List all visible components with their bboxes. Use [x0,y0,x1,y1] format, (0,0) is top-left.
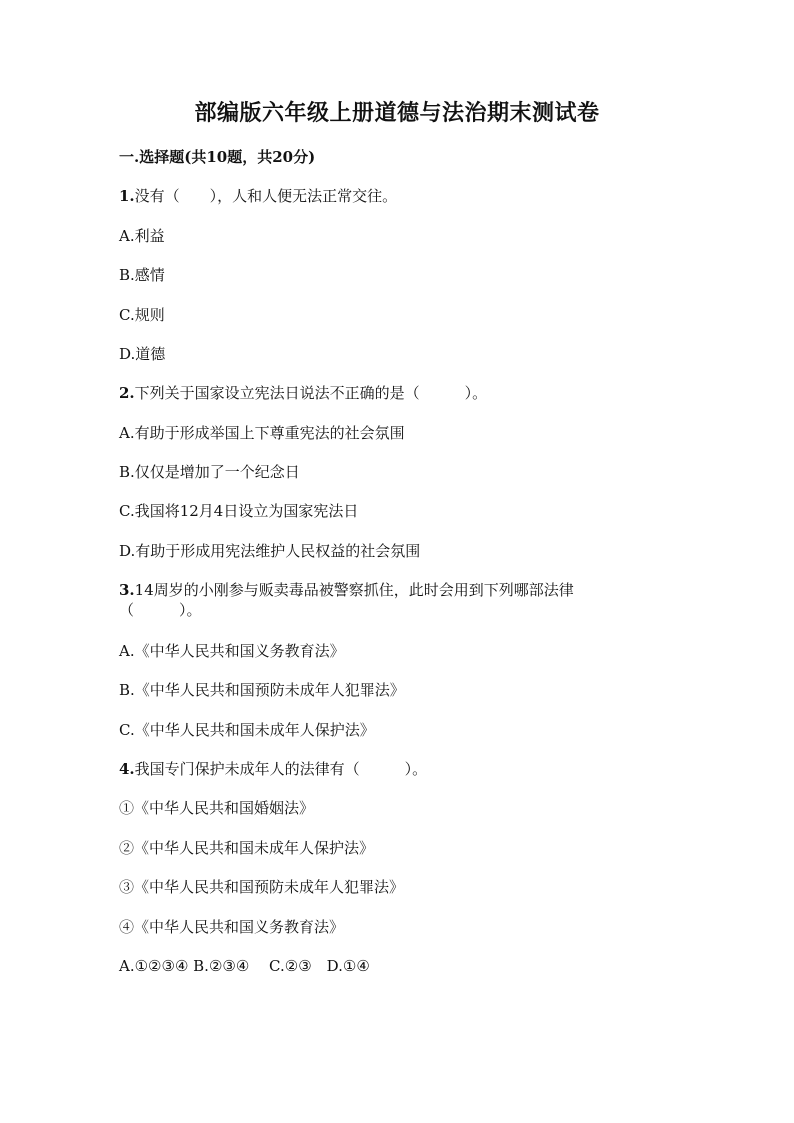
list-item: ②《中华人民共和国未成年人保护法》 [119,839,375,857]
question-2 [119,383,487,403]
question-1 [119,186,397,206]
option-b: B.感情 [119,266,165,284]
answer-options: A.①②③④ B.②③④ C.②③ D.①④ [119,957,370,975]
option-d: D.有助于形成用宪法维护人民权益的社会氛围 [119,542,421,560]
section-heading: 一.选择题(共10题，共20分) [119,148,316,166]
page-title: 部编版六年级上册道德与法治期末测试卷 [194,100,600,126]
list-item: ④《中华人民共和国义务教育法》 [119,918,345,936]
option-c: C.我国将12月4日设立为国家宪法日 [119,502,359,520]
question-number: 1. [119,187,135,205]
question-stem: 下列关于国家设立宪法日说法不正确的是（ ）。 [134,384,488,402]
question-3 [119,580,574,600]
option-a: A.有助于形成举国上下尊重宪法的社会氛围 [119,424,405,442]
option-d: D.道德 [119,345,166,363]
option-a: A.利益 [119,227,165,245]
option-a: A.《中华人民共和国义务教育法》 [119,642,345,660]
question-stem-continued: （ ）。 [119,601,202,619]
list-item: ①《中华人民共和国婚姻法》 [119,799,315,817]
question-number: 4. [119,760,135,778]
question-number: 3. [119,581,135,599]
question-number: 2. [119,384,135,402]
question-stem: 我国专门保护未成年人的法律有（ ）。 [134,760,428,778]
option-b: B.仅仅是增加了一个纪念日 [119,463,300,481]
question-stem: 没有（ ），人和人便无法正常交往。 [134,187,398,205]
option-c: C.规则 [119,306,165,324]
list-item: ③《中华人民共和国预防未成年人犯罪法》 [119,878,405,896]
question-stem: 14周岁的小刚参与贩卖毒品被警察抓住，此时会用到下列哪部法律 [134,581,574,599]
question-4 [119,759,427,779]
option-b: B.《中华人民共和国预防未成年人犯罪法》 [119,681,405,699]
option-c: C.《中华人民共和国未成年人保护法》 [119,721,375,739]
